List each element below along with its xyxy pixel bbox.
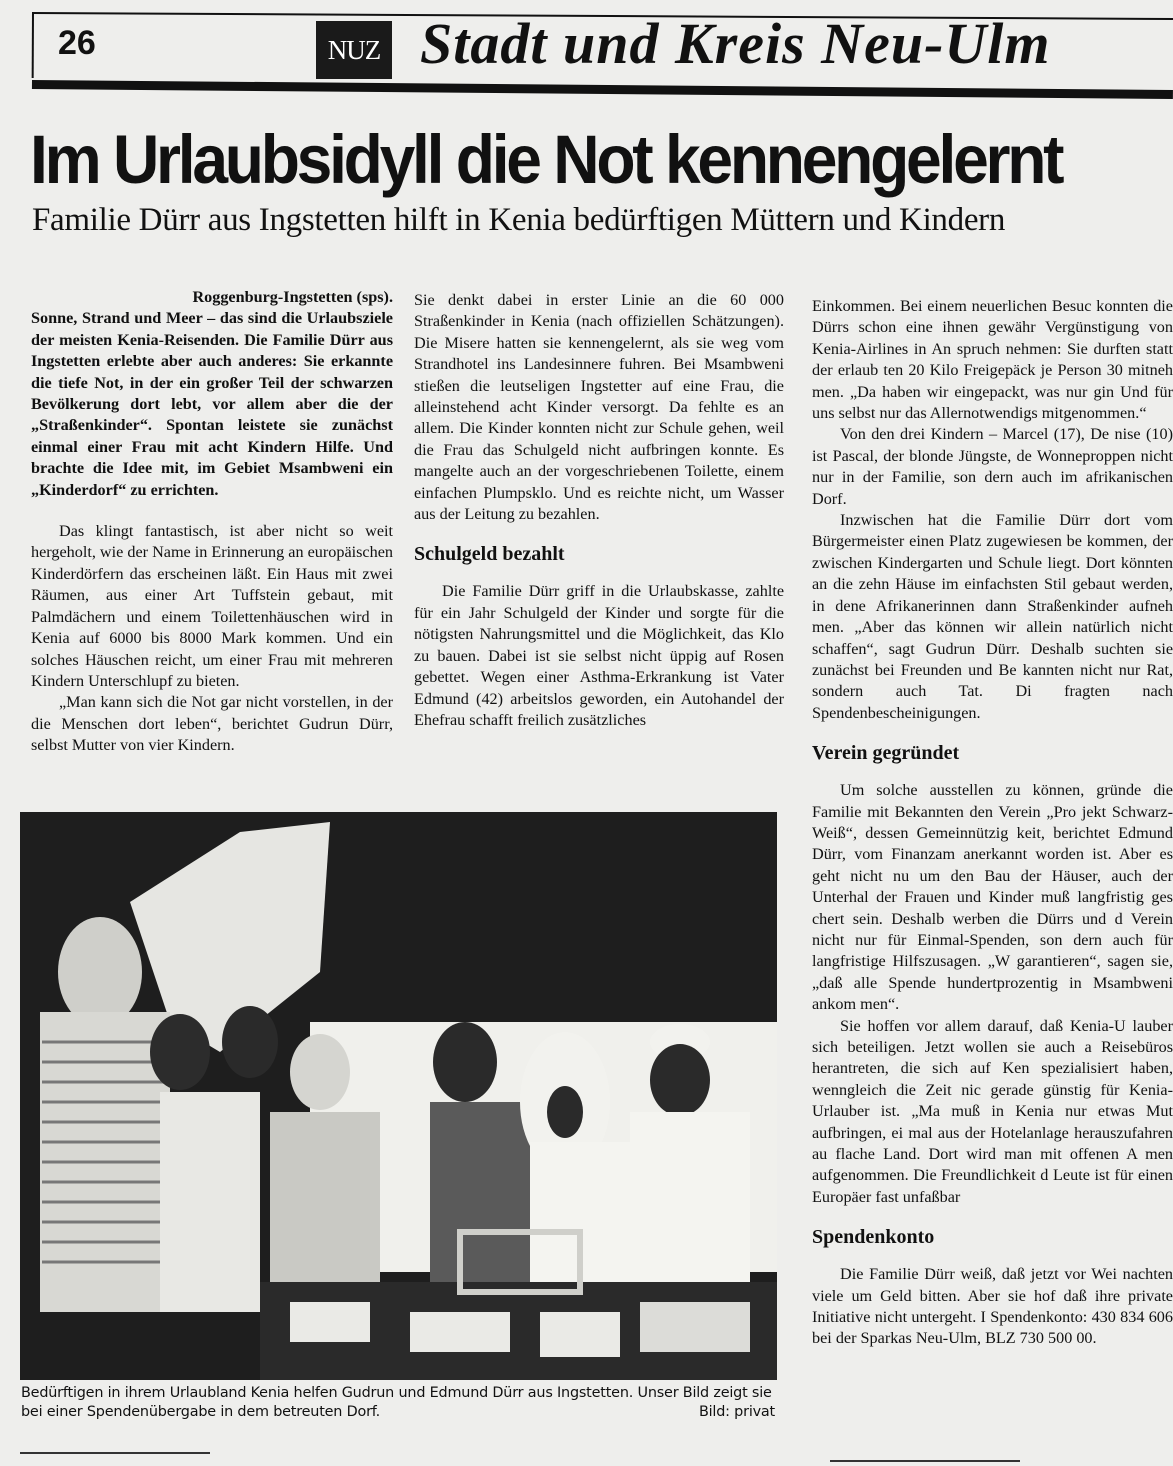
paper [290,1302,370,1342]
headline: Im Urlaubsidyll die Not kennengelernt [30,121,1062,198]
article-column-1 [31,287,393,757]
body-paragraph: Sie hoffen vor allem darauf, daß Kenia-U lauber sich beteiligen. Jetzt wollen sie auch a Reisebüros herantreten, die sich auf Ken spezialisiert haben, wenngleich die Zeit nic gerade günstig für Kenia-Urlauber ist. „Ma muß in Kenia nur etwas Mut aufbringen, ei mal aus der Hotelanlage herauszufahren au flache Land. Dort wird man mit offenen A men aufgenommen. Die Freundlichkeit d Leute ist für einen Europäer fast unfaßbar [812,1016,1173,1206]
photo-credit: Bild: privat [698,1404,775,1420]
photo-caption [21,1384,781,1422]
section-title: Stadt und Kreis Neu-Ulm [420,11,1051,76]
article-column-3 [812,296,1173,1350]
page-number: 26 [58,24,96,62]
person-head [650,1044,710,1116]
body-paragraph: Die Familie Dürr griff in die Urlaubskasse, zahlte für ein Jahr Schulgeld der Kinder und sorgte für die nötigsten Nahrungsmittel und die Möglichkeit, das Klo zu bauen. Dabei ist sie selbst nicht üppig auf Rosen gebettet. Wegen einer Asthma-Erkrankung ist Vater Edmund (42) arbeitslos geworden, ein Autohandel der Ehefrau schafft freilich zusätzliches [414,582,784,729]
divider [20,1452,210,1454]
body-paragraph: Einkommen. Bei einem neuerlichen Besuc konnten die Dürrs schon eine ihnen gewähr Vergünstigung von Kenia-Airlines in An spruch nehmen: Sie durften statt der erlaub ten 20 Kilo Freigepäck je Person 30 mitneh men. „Da haben wir eingepackt, was nur gin Und für uns selbst nur das Allernotwendigs mitgenommen.“ [812,297,1173,423]
subhead-schulgeld: Schulgeld bezahlt [414,543,565,566]
body-paragraph: Die Familie Dürr weiß, daß jetzt vor Wei nachten viele um Geld bitten. Aber sie hof daß ihre private Initiative nicht untergeht. I Spendenkonto: 430 834 606 bei der Sparkas Neu-Ulm, BLZ 730 500 00. [812,1265,1173,1348]
article-photo [20,812,777,1380]
person-shirt [160,1092,260,1312]
nuz-logo: NUZ [316,21,392,79]
person-head [290,1034,350,1110]
body-paragraph: Sie denkt dabei in erster Linie an die 60 000 Straßenkinder in Kenia (nach offiziellen Schätzungen). Die Misere hatten sie kennengelernt, als sie weg vom Strandhotel ins Landesinnere fuhren. Bei Msambweni stießen die leutseligen Ingstetter auf eine Frau, die alleinstehend acht Kinder versorgt. Da fehlte es an allem. Die Kinder konnten nicht zur Schule gehen, weil die Frau das Schulgeld nicht aufbringen konnte. Es mangelte auch an der vorgeschriebenen Toilette, einem einfachen Plumpsklo. Und es reichte nicht, um Wasser aus der Leitung zu bezahlen. [414,291,784,524]
paper [540,1312,620,1357]
subheadline: Familie Dürr aus Ingstetten hilft in Kenia bedürftigen Müttern und Kindern [32,202,1006,238]
person-head [433,1022,497,1102]
paper [410,1312,510,1352]
body-paragraph: Von den drei Kindern – Marcel (17), De nise (10) ist Pascal, der blonde Jüngste, de Wonneproppen nicht nur in der Familie, son dern auch im afrikanischen Dorf. [812,425,1173,508]
article-column-2 [414,290,784,731]
person-head [58,917,142,1027]
person-head [222,1006,278,1078]
paper [640,1302,750,1352]
divider [830,1460,1020,1462]
subhead-spendenkonto: Spendenkonto [812,1226,935,1249]
person-head [150,1014,210,1090]
body-paragraph: „Man kann sich die Not gar nicht vorstellen, in der die Menschen dort leben“, berichtet Gudrun Dürr, selbst Mutter von vier Kindern. [31,693,393,755]
lead-paragraph: Sonne, Strand und Meer – das sind die Urlaubsziele der meisten Kenia-Reisenden. Die Familie Dürr aus Ingstetten erlebte aber auch anderes: Sie erkannte die tiefe Not, in der ein großer Teil der schwarzen Bevölkerung dort lebt, vor allem aber die der „Straßenkinder“. Spontan leistete sie zunächst einmal einer Frau mit acht Kindern Hilfe. Und brachte die Idee mit, im Gebiet Msambweni ein „Kinderdorf“ zu errichten. [31,309,393,499]
body-paragraph: Das klingt fantastisch, ist aber nicht so weit hergeholt, wie der Name in Erinnerung an europäischen Kinderdörfern das erscheinen läßt. Ein Haus mit zwei Räumen, aus einer Art Tuffstein gebaut, mit Palmdächern und einem Toilettenhäuschen wird in Kenia auf 6000 bis 8000 Mark kommen. Und ein solches Häuschen reicht, um einer Frau mit mehreren Kindern Unterschlupf zu bieten. [31,522,393,690]
dateline: Roggenburg-Ingstetten (sps). [192,288,393,306]
person-face [547,1086,583,1138]
photo-illustration [20,812,777,1380]
body-paragraph: Um solche ausstellen zu können, gründe die Familie mit Bekannten den Verein „Pro jekt Schwarz-Weiß“, dessen Gemeinnützig keit, berichtet Edmund Dürr, vom Finanzam anerkannt worden ist. Aber es geht nicht nu um den Bau der Häuser, auch der Unterhal der Frauen und Kinder muß langfristig ges chert sein. Deshalb werben die Dürrs und d Verein nicht nur für Einmal-Spenden, son dern auch für langfristige Hilfszusagen. „W garantieren“, sagen sie, „daß alle Spende hundertprozentig in Msambweni ankom men“. [812,781,1173,1014]
caption-text: Bedürftigen in ihrem Urlaubland Kenia helfen Gudrun und Edmund Dürr aus Ingstetten. Unser Bild zeigt sie bei einer Spendenübergabe in dem betreuten Dorf. [21,1385,772,1420]
body-paragraph: Inzwischen hat die Familie Dürr dort vom Bürgermeister einen Platz zugewiesen be kommen, der zwischen Kindergarten und Schule liegt. Dort könnten an die zehn Häuse im einfachsten Stil gebaut werden, in dene Afrikanerinnen dann Straßenkinder aufneh men. „Aber das können wir allein natürlich nicht schaffen“, sagt Gudrun Dürr. Deshalb suchten sie zunächst bei Freunden und Be kannten nicht nur Rat, sondern auch Tat. Di fragten nach Spendenbescheinigungen. [812,511,1173,722]
subhead-verein: Verein gegründet [812,742,960,765]
